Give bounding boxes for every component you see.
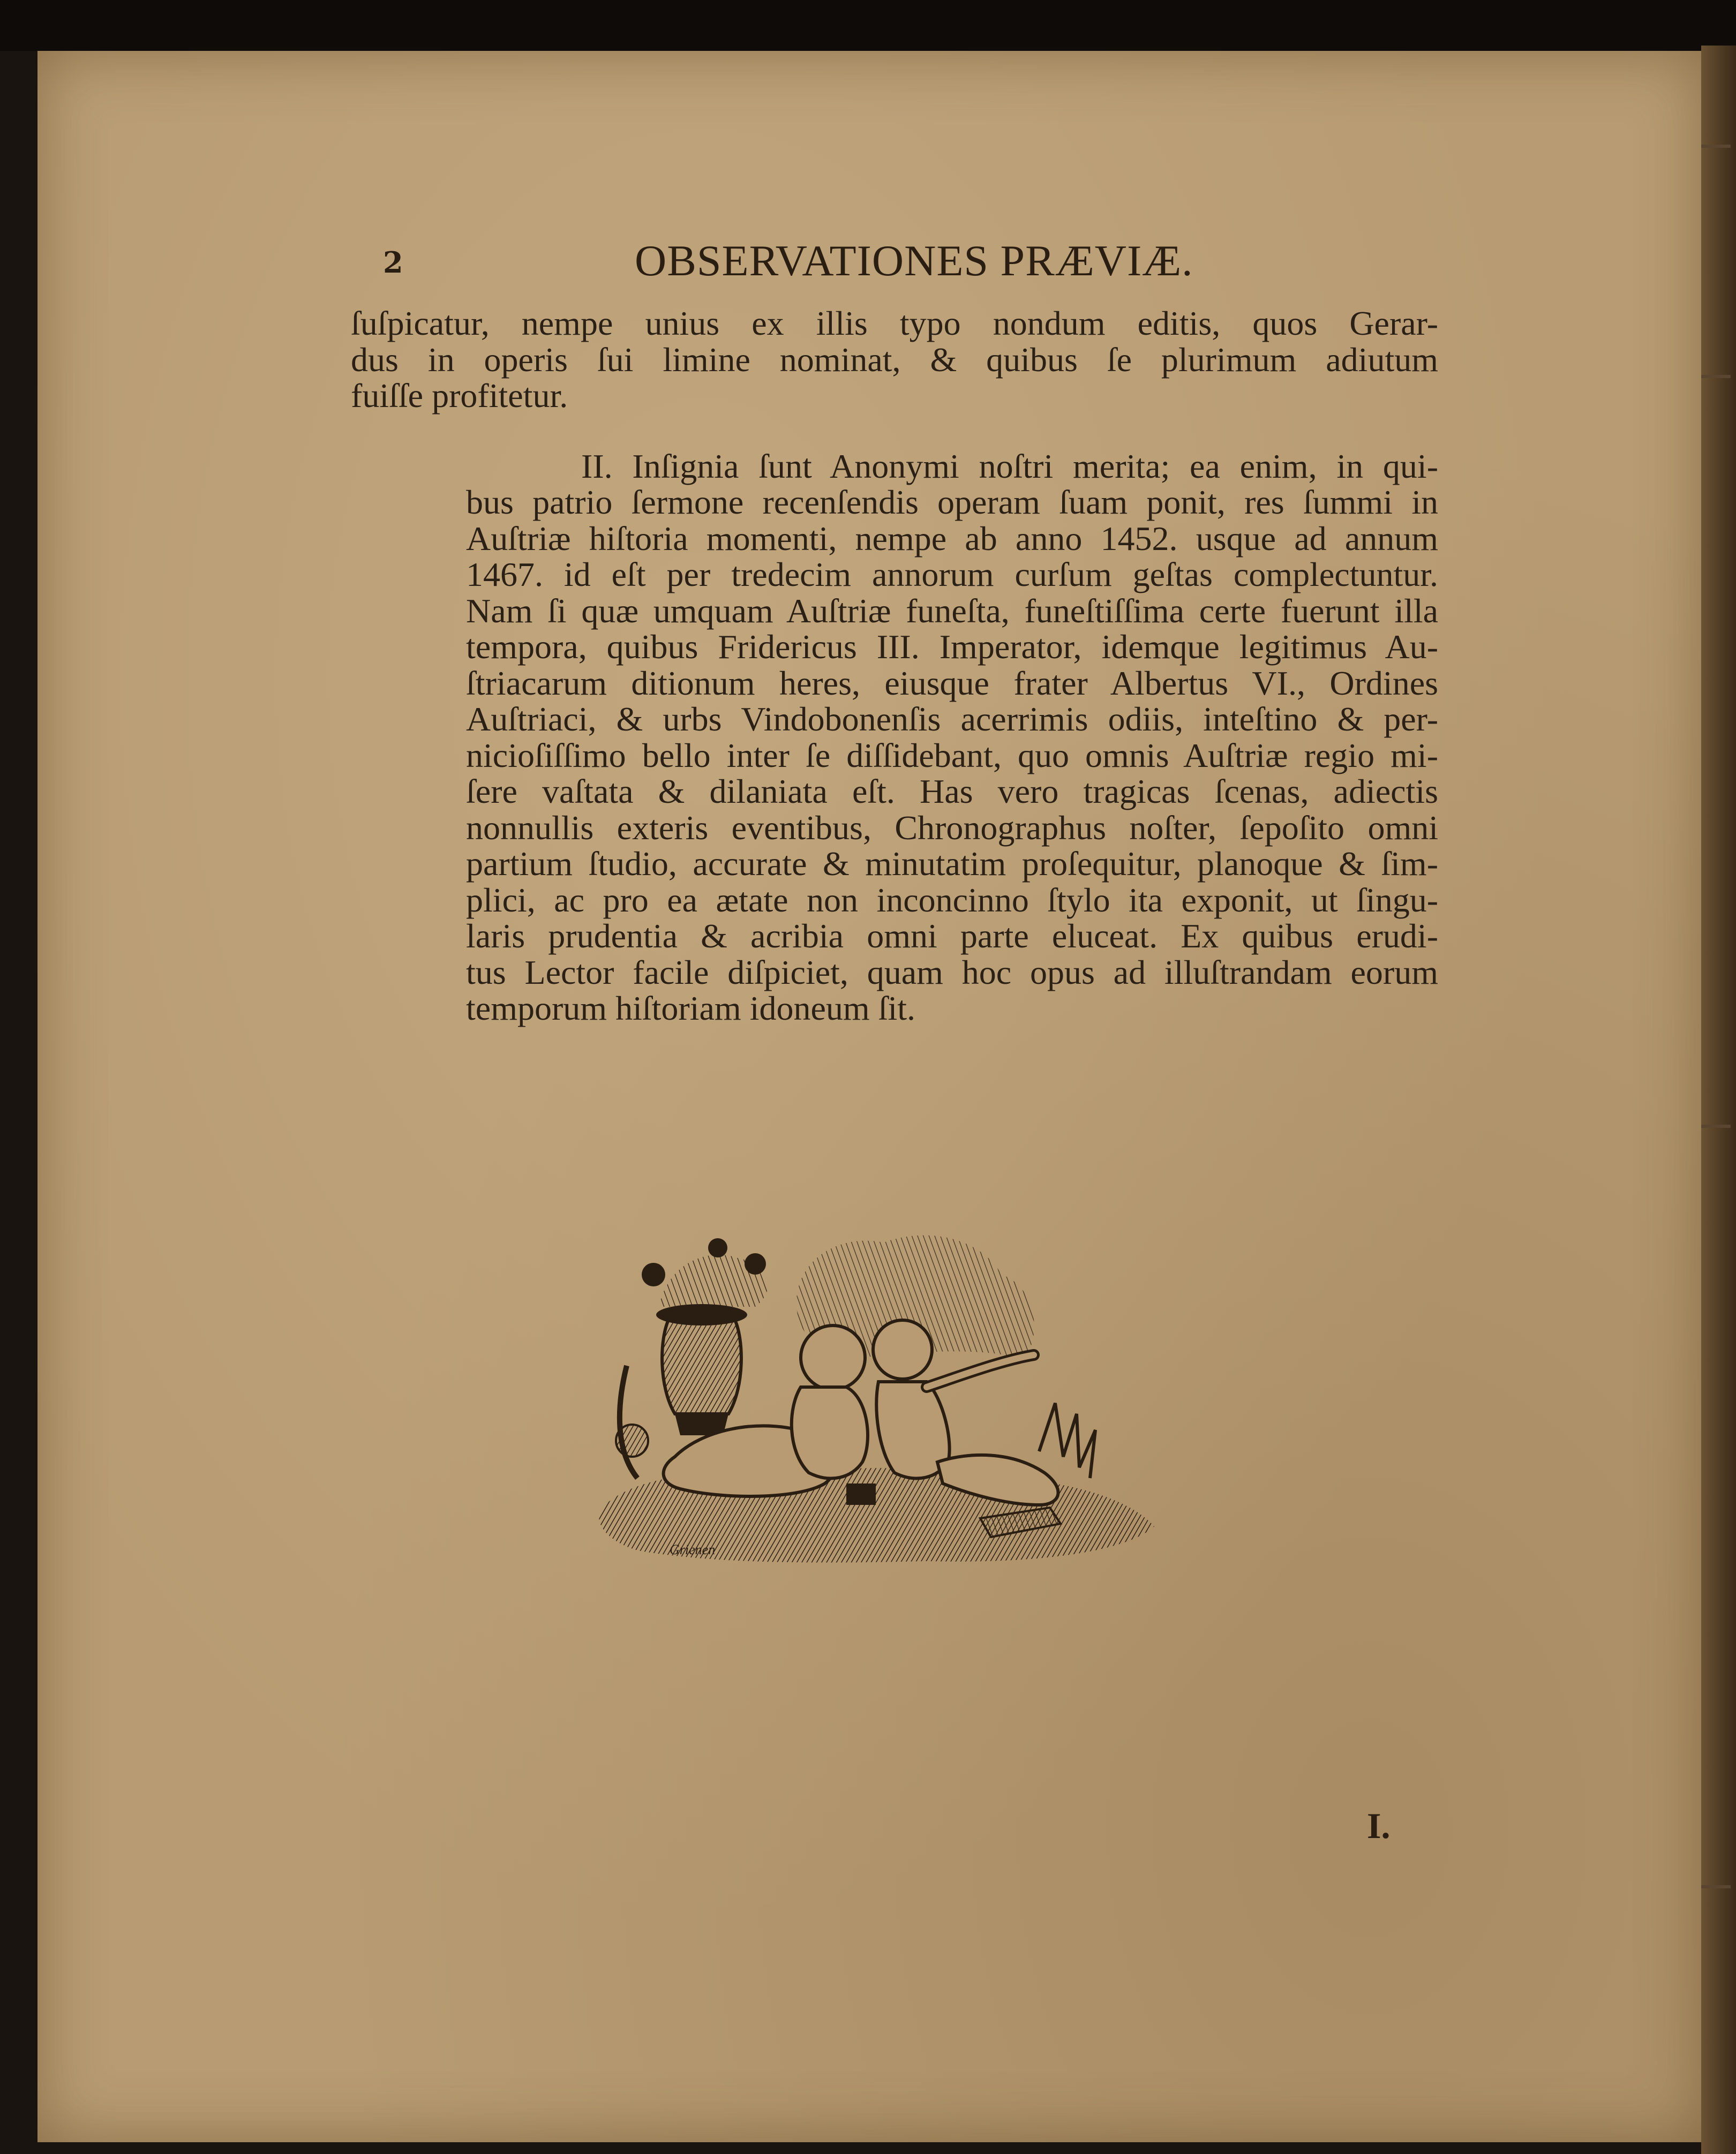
text-line: laris prudentia & acribia omni parte eluceat. Ex quibus erudi- (466, 917, 1438, 955)
scan-background (0, 0, 1736, 51)
binding-stitch (1701, 1125, 1731, 1128)
text-line: Nam ſi quæ umquam Auſtriæ funeſta, funeſtiſſima certe fuerunt illa (466, 591, 1438, 630)
engraver-signature: Grienen (670, 1542, 716, 1557)
cherubs-with-urn-engraving-icon (595, 1226, 1162, 1569)
text-line: 1467. id eſt per tredecim annorum curſum geſtas complectuntur. (466, 555, 1438, 593)
text-line: bus patrio ſermone recenſendis operam ſuam ponit, res ſummi in (466, 483, 1438, 521)
text-line: temporum hiſtoriam idoneum ſit. (466, 989, 915, 1027)
page-header (351, 236, 1438, 295)
text-line: Auſtriaci, & urbs Vindobonenſis acerrimis odiis, inteſtino & per- (466, 700, 1438, 738)
binding-stitch (1701, 145, 1731, 148)
text-line: II. Inſignia ſunt Anonymi noſtri merita; ea enim, in qui- (581, 447, 1438, 485)
text-line: Auſtriæ hiſtoria momenti, nempe ab anno 1452. usque ad annum (466, 519, 1438, 558)
paragraph-2 (351, 448, 1438, 1027)
text-line: nonnullis exteris eventibus, Chronographus noſter, ſepoſito omni (466, 808, 1438, 847)
running-head: OBSERVATIONES PRÆVIÆ. (635, 236, 1193, 285)
binding-stitch (1701, 375, 1731, 378)
text-line: plici, ac pro ea ætate non inconcinno ſtylo ita exponit, ut ſingu- (466, 880, 1438, 919)
page-gutter (1701, 46, 1736, 2154)
binding-stitch (1701, 1885, 1731, 1888)
text-line: dus in operis ſui limine nominat, & quibus ſe plurimum adiutum (351, 340, 1438, 379)
text-line: ſtriacarum ditionum heres, eiusque frater Albertus VI., Ordines (466, 664, 1438, 702)
text-line: fuiſſe profitetur. (351, 376, 568, 415)
text-line: ſere vaſtata & dilaniata eſt. Has vero tragicas ſcenas, adiectis (466, 772, 1438, 810)
text-line: ſuſpicatur, nempe unius ex illis typo nondum editis, quos Gerar- (351, 304, 1438, 342)
paragraph-1 (351, 305, 1438, 414)
text-line: partium ſtudio, accurate & minutatim proſequitur, planoque & ſim- (466, 845, 1438, 883)
text-line: tus Lector facile diſpiciet, quam hoc opus ad illuſtrandam eorum (466, 953, 1438, 991)
catchword: I. (1367, 1805, 1391, 1846)
page-number: 2 (383, 245, 403, 280)
text-line: tempora, quibus Fridericus III. Imperator, idemque legitimus Au- (466, 628, 1438, 666)
text-line: nicioſiſſimo bello inter ſe diſſidebant, quo omnis Auſtriæ regio mi- (466, 736, 1438, 774)
body-text (351, 305, 1438, 1027)
